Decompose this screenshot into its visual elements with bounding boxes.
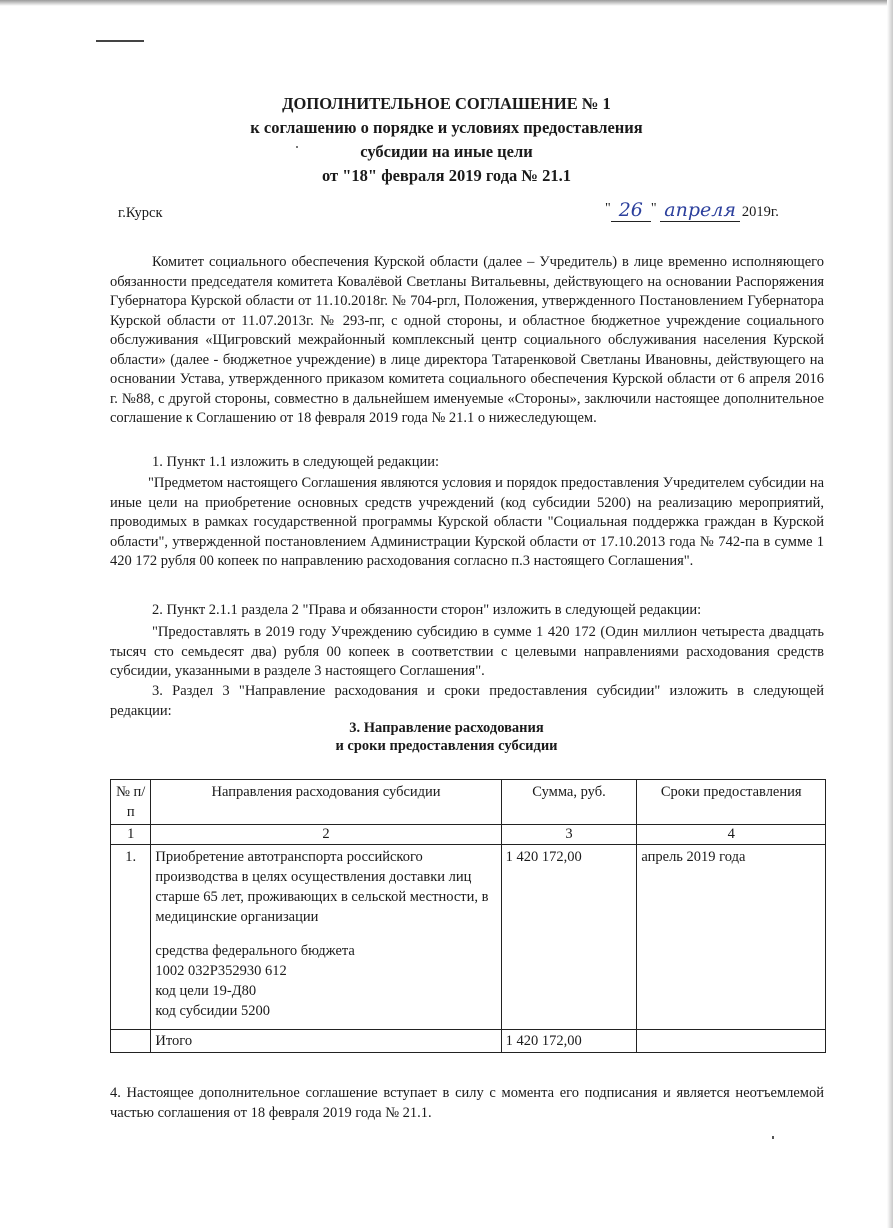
item-1-text: "Предметом настоящего Соглашения являются условия и порядок предоставления Учредителем субсидии на иные цели на приобретение основных средств учреждений (код субсидии 5200) на реализацию мероприятий, проводимых в рамках государственной программы Курской области "Социальная поддержка граждан в Курской области", утвержденной постановлением Администрации Курской области от 17.10.2013 года № 742-па в сумме 1 420 172 рубля 00 копеек по направлению расходования согласно п.3 настоящего Соглашения". <box>110 475 824 569</box>
table-row <box>111 845 826 1030</box>
funding-source: средства федерального бюджета <box>155 943 355 959</box>
date-quote-open: " <box>605 201 611 216</box>
document-subtitle-line-2: субсидии на иные цели <box>360 142 533 161</box>
header-number: № п/п <box>111 780 151 825</box>
col-number: 3 <box>501 825 637 845</box>
date-year: 2019г. <box>741 204 779 220</box>
signing-date <box>605 199 779 221</box>
place-of-signing: г.Курск <box>118 205 163 221</box>
total-empty-cell <box>637 1030 826 1053</box>
document-subtitle-line-3: от "18" февраля 2019 года № 21.1 <box>321 166 572 185</box>
row-amount: 1 420 172,00 <box>501 845 637 1030</box>
scan-edge-top <box>0 0 893 6</box>
row-period: апрель 2019 года <box>637 845 826 1030</box>
col-number: 2 <box>151 825 501 845</box>
date-quote-close: " <box>650 201 657 216</box>
header-amount: Сумма, руб. <box>501 780 637 825</box>
item-1-heading: 1. Пункт 1.1 изложить в следующей редакции: <box>152 454 440 470</box>
scan-mark <box>96 40 144 42</box>
intro-paragraph: Комитет социального обеспечения Курской области (далее – Учредитель) в лице временно исполняющего обязанности председателя комитета Ковалёвой Светланы Витальевны, действующего на основании Распоряжения Губернатора Курской области от 11.10.2018г. № 704-ргл, Положения, утвержденного Постановлением Губернатора Курской области от 11.07.2013г. № 293-пг, с одной стороны, и областное бюджетное учреждение социального обслуживания «Щигровский межрайонный комплексный центр социального обслуживания населения Курской области» (далее - бюджетное учреждение) в лице директора Татаренковой Светланы Ивановны, действующего на основании Устава, утвержденного приказом комитета социального обеспечения Курской области от 6 апреля 2016 г. №88, с другой стороны, совместно в дальнейшем именуемые «Стороны», заключили настоящее дополнительное соглашение к Соглашению от 18 февраля 2019 года № 21.1 о нижеследующем. <box>110 254 824 426</box>
budget-code: 1002 032P352930 612 <box>155 963 287 979</box>
col-number: 1 <box>111 825 151 845</box>
total-label: Итого <box>151 1030 501 1053</box>
allocation-table <box>110 779 826 1053</box>
subsidy-code: код субсидии 5200 <box>155 1003 270 1019</box>
row-description: Приобретение автотранспорта российского производства в целях осуществления доставки лиц старше 65 лет, проживающих в сельской местности, в медицинские организации <box>155 849 489 925</box>
header-period: Сроки предоставления <box>637 780 826 825</box>
total-empty-cell <box>111 1030 151 1053</box>
row-description-cell <box>151 845 501 1030</box>
item-2-text: "Предоставлять в 2019 году Учреждению субсидию в сумме 1 420 172 (Один миллион четыреста двадцать тысяч сто семьдесят два) рубля 00 копеек в соответствии с целевыми направлениями расходования средств субсидии, указанными в разделе 3 настоящего Соглашения". <box>110 624 824 679</box>
col-number: 4 <box>637 825 826 845</box>
item-2-heading: 2. Пункт 2.1.1 раздела 2 "Права и обязанности сторон" изложить в следующей редакции: <box>152 602 702 618</box>
handwritten-month: апреля <box>660 199 740 222</box>
total-amount: 1 420 172,00 <box>501 1030 637 1053</box>
handwritten-day: 26 <box>611 199 651 222</box>
scan-speck <box>772 1136 774 1139</box>
table-total-row <box>111 1030 826 1053</box>
item-3-heading: 3. Раздел 3 "Направление расходования и сроки предоставления субсидии" изложить в следующей редакции: <box>110 683 824 719</box>
table-column-numbers-row <box>111 825 826 845</box>
item-4-text: 4. Настоящее дополнительное соглашение вступает в силу с момента его подписания и является неотъемлемой частью соглашения от 18 февраля 2019 года № 21.1. <box>110 1085 824 1121</box>
table-header-row <box>111 780 826 825</box>
target-code: код цели 19-Д80 <box>155 983 257 999</box>
section-title: 3. Направление расходования <box>349 720 544 736</box>
document-subtitle-line-1: к соглашению о порядке и условиях предоставления <box>250 118 643 137</box>
header-direction: Направления расходования субсидии <box>151 780 501 825</box>
row-number: 1. <box>111 845 151 1030</box>
section-subtitle: и сроки предоставления субсидии <box>335 738 558 754</box>
document-title: ДОПОЛНИТЕЛЬНОЕ СОГЛАШЕНИЕ № 1 <box>282 94 611 113</box>
